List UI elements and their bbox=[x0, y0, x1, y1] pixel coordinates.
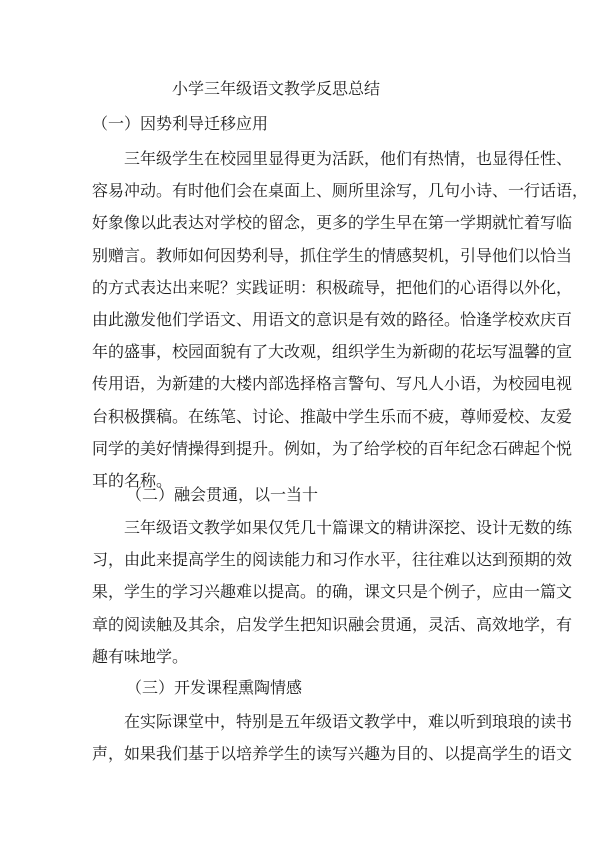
paragraph-line: 三年级语文教学如果仅凭几十篇课文的精讲深挖、设计无数的练 bbox=[124, 518, 573, 537]
paragraph-line: 在实际课堂中，特别是五年级语文教学中，难以听到琅琅的读书 bbox=[124, 712, 573, 731]
section-heading-3: （三）开发课程熏陶情感 bbox=[126, 678, 303, 697]
document-title: 小学三年级语文教学反思总结 bbox=[172, 79, 381, 98]
paragraph-line: 习，由此来提高学生的阅读能力和习作水平，往往难以达到预期的效 bbox=[92, 550, 573, 570]
paragraph-line: 别赠言。教师如何因势利导，抓住学生的情感契机，引导他们以恰当 bbox=[92, 245, 573, 265]
paragraph-line: 年的盛事，校园面貌有了大改观，组织学生为新砌的花坛写温馨的宣 bbox=[92, 342, 573, 362]
paragraph-line: 声，如果我们基于以培养学生的读写兴趣为目的、以提高学生的语文 bbox=[92, 744, 573, 764]
section-paragraph-3 bbox=[92, 706, 573, 770]
section-heading-1: （一）因势利导迁移应用 bbox=[92, 114, 269, 133]
paragraph-line: 传用语，为新建的大楼内部选择格言警句、写凡人小语，为校园电视 bbox=[92, 374, 573, 394]
paragraph-line: 的方式表达出来呢？实践证明：积极疏导，把他们的心语得以外化， bbox=[92, 277, 573, 297]
paragraph-line: 果，学生的学习兴趣难以提高。的确，课文只是个例子，应由一篇文 bbox=[92, 582, 573, 602]
paragraph-line: 台积极撰稿。在练笔、讨论、推敲中学生乐而不疲，尊师爱校、友爱 bbox=[92, 406, 573, 426]
paragraph-line: 趣有味地学。 bbox=[92, 646, 189, 666]
section-paragraph-2 bbox=[92, 512, 573, 673]
paragraph-line: 由此激发他们学语文、用语文的意识是有效的路径。恰逢学校欢庆百 bbox=[92, 309, 573, 329]
paragraph-line: 容易冲动。有时他们会在桌面上、厕所里涂写，几句小诗、一行话语， bbox=[92, 181, 589, 201]
paragraph-line: 耳的名称。 bbox=[92, 470, 173, 490]
paragraph-line: 好象像以此表达对学校的留念，更多的学生早在第一学期就忙着写临 bbox=[92, 213, 573, 233]
section-heading-2: （二）融会贯通，以一当十 bbox=[126, 485, 319, 504]
paragraph-line: 同学的美好情操得到提升。例如，为了给学校的百年纪念石碑起个悦 bbox=[92, 438, 573, 458]
paragraph-line: 三年级学生在校园里显得更为活跃，他们有热情，也显得任性、 bbox=[124, 149, 573, 168]
paragraph-line: 章的阅读触及其余，启发学生把知识融会贯通，灵活、高效地学，有 bbox=[92, 614, 573, 634]
section-paragraph-1 bbox=[92, 143, 589, 497]
